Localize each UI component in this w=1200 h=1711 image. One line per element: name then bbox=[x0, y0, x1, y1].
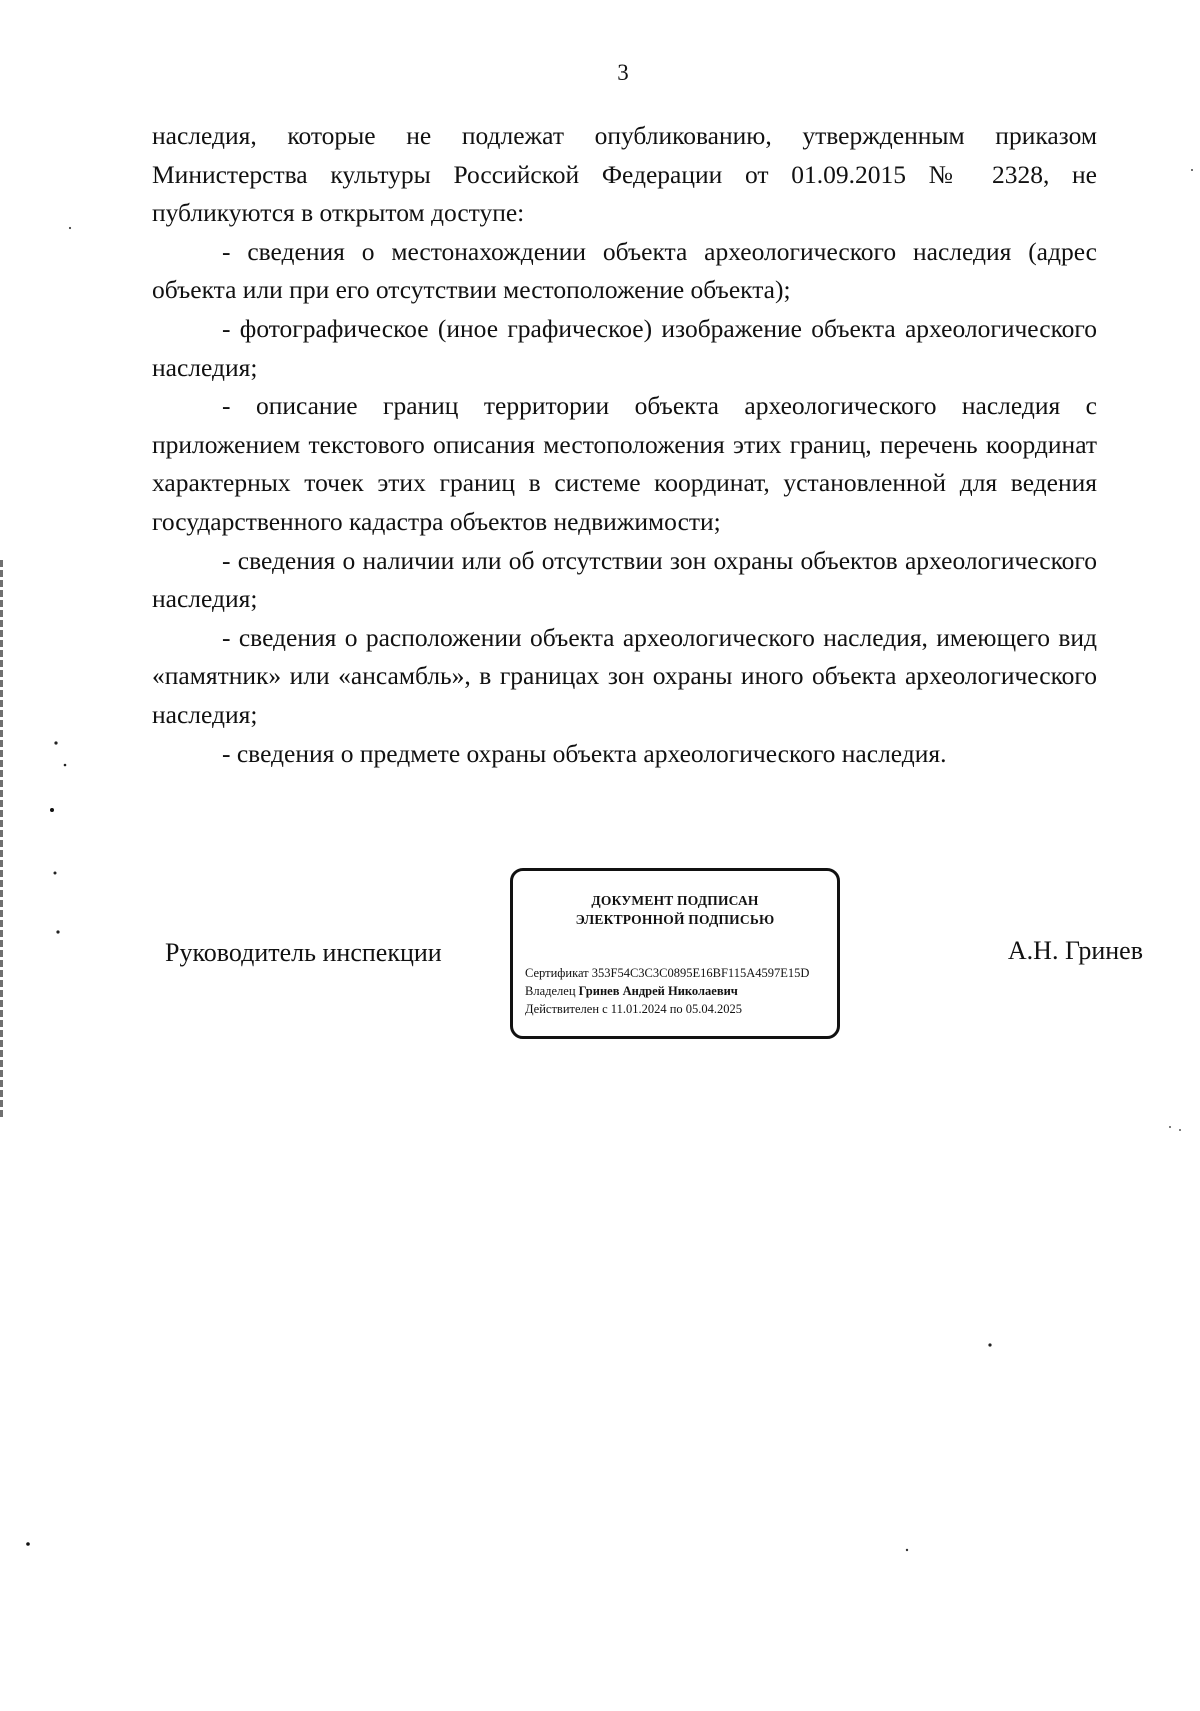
paragraph-intro: наследия, которые не подлежат опубликованию, утвержденным приказом Министерства культуры Российской Федерации от 01.09.2015 № 2328, не публикуются в открытом доступе: bbox=[152, 121, 1097, 228]
stamp-owner-label: Владелец bbox=[525, 984, 576, 998]
signer-title: Руководитель инспекции bbox=[165, 938, 442, 967]
list-item-protection-subject: - сведения о предмете охраны объекта археологического наследия. bbox=[222, 738, 947, 768]
stamp-owner-value: Гринев Андрей Николаевич bbox=[578, 984, 738, 998]
stamp-certificate-row bbox=[525, 964, 809, 982]
stamp-certificate-label: Сертификат bbox=[525, 966, 589, 980]
list-item-protection-zones: - сведения о наличии или об отсутствии зон охраны объектов археологического наследия; bbox=[152, 545, 1097, 614]
stamp-details bbox=[525, 964, 809, 1018]
scan-edge-mark bbox=[0, 560, 3, 1120]
stamp-owner-row bbox=[525, 982, 809, 1000]
electronic-signature-stamp bbox=[510, 868, 840, 1039]
list-item-location: - сведения о местонахождении объекта археологического наследия (адрес объекта или при его отсутствии местоположение объекта); bbox=[152, 236, 1097, 305]
list-item-photo: - фотографическое (иное графическое) изображение объекта археологического наследия; bbox=[152, 313, 1097, 382]
stamp-header-line-2: ЭЛЕКТРОННОЙ ПОДПИСЬЮ bbox=[575, 912, 775, 927]
page-number: 3 bbox=[617, 60, 629, 85]
stamp-header bbox=[513, 891, 837, 929]
document-body bbox=[152, 117, 1097, 773]
list-item-zone-placement: - сведения о расположении объекта археологического наследия, имеющего вид «памятник» или «ансамбль», в границах зон охраны иного объекта археологического наследия; bbox=[152, 622, 1097, 729]
stamp-validity: Действителен с 11.01.2024 по 05.04.2025 bbox=[525, 1002, 743, 1016]
list-item-boundaries: - описание границ территории объекта археологического наследия с приложением текстового описания местоположения этих границ, перечень координат характерных точек этих границ в системе координат, установленной для ведения государственного кадастра объектов недвижимости; bbox=[152, 391, 1097, 536]
stamp-header-line-1: ДОКУМЕНТ ПОДПИСАН bbox=[591, 893, 759, 908]
signer-name: А.Н. Гринев bbox=[1007, 936, 1143, 965]
stamp-certificate-value: 353F54C3C3C0895E16BF115A4597E15D bbox=[591, 966, 810, 980]
